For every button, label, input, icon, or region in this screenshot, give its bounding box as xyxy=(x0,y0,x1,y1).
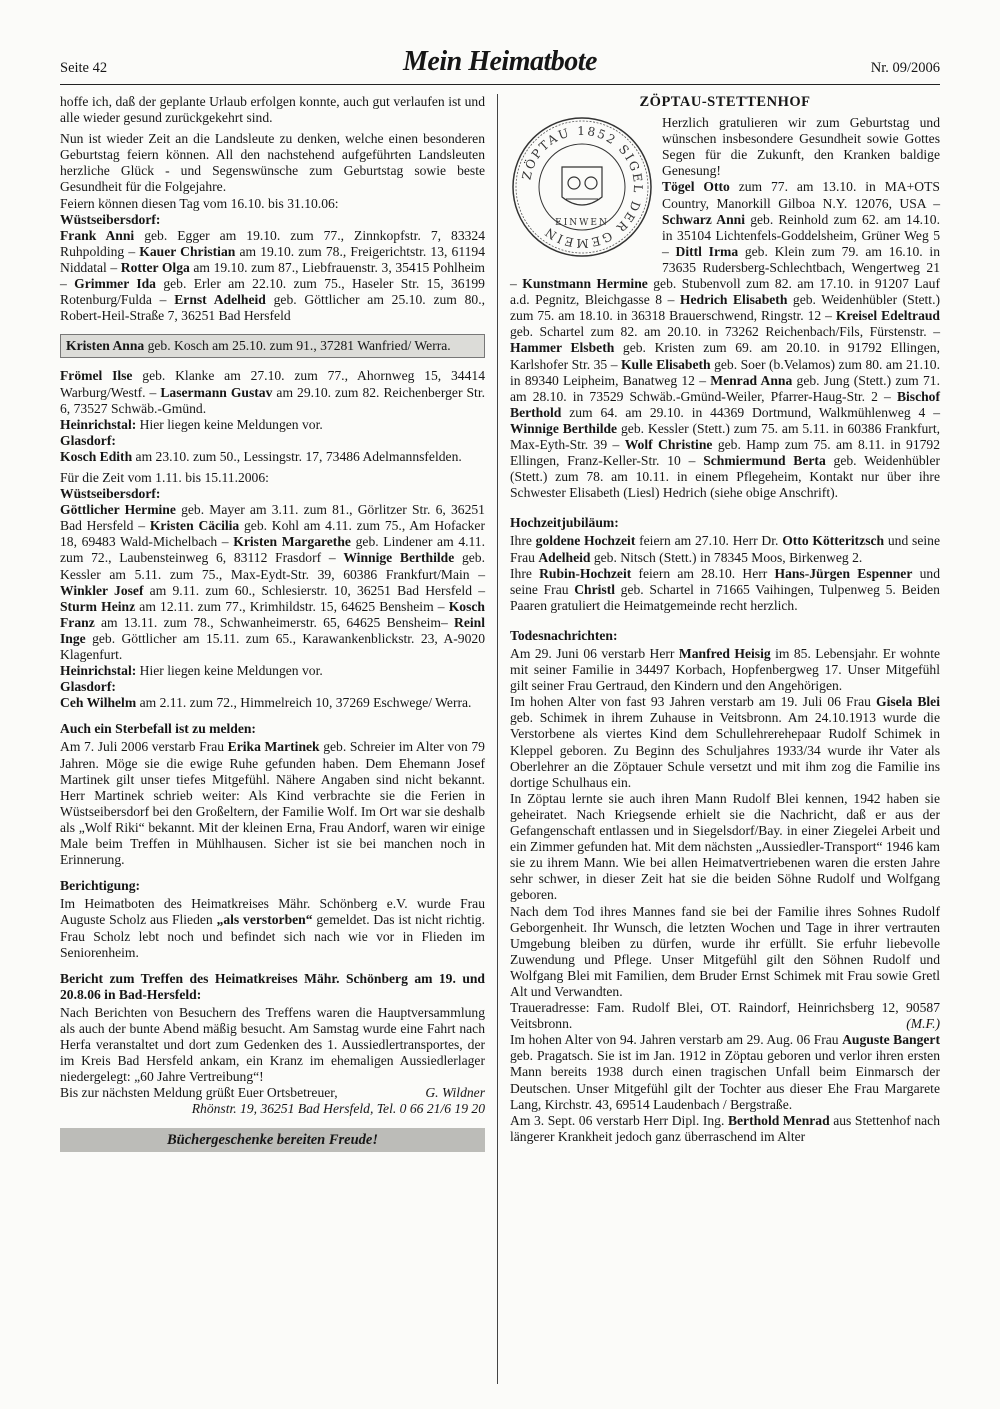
left-column xyxy=(60,94,485,1152)
hochzeit-gold: Ihre goldene Hochzeit feiern am 27.10. Herr Dr. Otto Kötteritzsch und seine Frau Adelheid geb. Nitsch (Stett.) in 78345 Moos, Birkenweg 2. xyxy=(510,533,940,565)
section-wuestseibersdorf-1: Wüstseibersdorf: xyxy=(60,211,161,227)
section-title-zoeptau: ZÖPTAU-STETTENHOF xyxy=(639,94,811,110)
heinrichstal-2: Heinrichstal: Hier liegen keine Meldungen vor. xyxy=(60,663,323,679)
header-rule xyxy=(60,84,940,85)
birthday-intro: Nun ist wieder Zeit an die Landsleute zu denken, welche einen besonderen Geburtstag feiern können. All den nachstehend aufgeführten Landsleuten herzliche Glück - und Segenswünsche zum Geburtstag sowie beste Gesundheit für die Folgejahre. xyxy=(60,131,485,195)
municipal-seal-image xyxy=(510,115,654,259)
hochzeit-rubin: Ihre Rubin-Hochzeit feiern am 28.10. Herr Hans-Jürgen Espenner und seine Frau Christl geb. Schartel in 71665 Vaihingen, Tulpenweg 5. Beiden Paaren gratuliert die Heimatgemeinde recht herzlich. xyxy=(510,565,940,613)
sterbefall-heading: Auch ein Sterbefall ist zu melden: xyxy=(60,721,256,737)
berichtigung-text: Im Heimatboten des Heimatkreises Mähr. Schönberg e.V. wurde Frau Auguste Scholz aus Flieden „als verstorben“ gemeldet. Das ist nicht richtig. Frau Scholz lebt noch und befindet sich nach wie vor in Flieden im Seniorenheim. xyxy=(60,896,485,960)
intro-paragraph: hoffe ich, daß der geplante Urlaub erfolgen konnte, auch gut verlaufen ist und alle wieder gesund zurückgekehrt sind. xyxy=(60,94,485,126)
masthead-title: Mein Heimatbote xyxy=(403,46,597,77)
wuestseibersdorf-list-1b: Frömel Ilse geb. Klanke am 27.10. zum 77., Ahornweg 15, 34414 Warburg/Westf. – Lasermann Gustav am 29.10. zum 82. Reichenberger Str. 6, 73527 Schwäb.-Gmünd. xyxy=(60,368,485,416)
sterbefall-text: Am 7. Juli 2006 verstarb Frau Erika Martinek geb. Schreier im Alter von 79 Jahren. Möge sie die ewige Ruhe gefunden haben. Dem Ehemann Josef Martinek gilt unser tiefes Mitgefühl. Nähere Angaben sind nicht bekannt. Herr Martinek schrieb weiter: Als Kind verbrachte sie die Ferien in Wüstseibersdorf bei den Großeltern, der Familie Wolf. Im Ort war sie deshalb als „Wolf Riki“ bekannt. Mit der kleinen Erna, Frau Andorf, waren wir einige Male beim Treffen in Mühlhausen. Sicher ist sie bei manchen noch in Erinnerung. xyxy=(60,739,485,868)
treffen-text: Nach Berichten von Besuchern des Treffens waren die Hauptversammlung als auch der bunte Abend mäßig besucht. Am Samstag wurde eine Fahrt nach Herfa veranstaltet und dort zum Gedenken des 1. Aussiedlertransportes, der im Kreis Bad Hersfeld ankam, ein Kranz im ehemaligen Aussiedlerlager niedergelegt: „60 Jahre Vertreibung“! xyxy=(60,1004,485,1085)
period-1: Feiern können diesen Tag vom 16.10. bis 31.10.06: xyxy=(60,195,339,211)
berichtigung-heading: Berichtigung: xyxy=(60,878,141,894)
todes-heisig: Am 29. Juni 06 verstarb Herr Manfred Heisig im 85. Lebensjahr. Er wohnte mit seiner Familie in 34497 Korbach, Hopfenbergweg 17. Unser Mitgefühl gilt seiner Frau Gertraud, den Kindern und den Angehörigen. xyxy=(510,646,940,694)
signature-name: G. Wildner xyxy=(425,1085,485,1101)
todes-blei: Im hohen Alter von fast 93 Jahren verstarb am 19. Juli 06 Frau Gisela Blei geb. Schimek in ihrem Zuhause in Veitsbronn. Am 24.10.1913 wurde die Verstorbene als viertes Kind dem Schullehrerehepaar Rudolf Schimek in Kleppel geboren. Zu Beginn des Schuljahres 1933/34 wurde ihr Vater als Oberlehrer an die Zöptauer Schule versetzt und mit ihm zog die Familie ins dortige Schulhaus ein. xyxy=(510,694,940,790)
period-2: Für die Zeit vom 1.11. bis 15.11.2006: xyxy=(60,469,269,485)
seal-ring-text: ZÖPTAU 1852 SIGEL DER GEMEIN xyxy=(519,124,646,251)
section-glasdorf-1: Glasdorf: xyxy=(60,432,116,448)
todes-heading: Todesnachrichten: xyxy=(510,627,618,643)
seal-center-text: EINWEN xyxy=(555,218,609,229)
glasdorf-entry-1: Kosch Edith am 23.10. zum 50., Lessingstr. 17, 73486 Adelmannsfelden. xyxy=(60,448,462,464)
wuestseibersdorf-list-2: Göttlicher Hermine geb. Mayer am 3.11. zum 81., Görlitzer Str. 6, 36251 Bad Hersfeld – Kristen Cäcilia geb. Kohl am 4.11. zum 75., Am Hofacker 18, 69483 Wald-Michelbach – Kristen Margarethe geb. Lindener am 4.11. zum 72., Laubensteinweg 6, 83112 Frasdorf – Winnige Berthilde geb. Kessler am 5.11. zum 75., Max-Eydt-Str. 39, 60386 Frankfurt/Main – Winkler Josef am 9.11. zum 60., Schlesierstr. 10, 36251 Bad Hersfeld – Sturm Heinz am 12.11. zum 77., Krimhildstr. 15, 64625 Bensheim – Kosch Franz am 13.11. zum 78., Schwanheimerstr. 65, 64625 Bensheim– Reinl Inge geb. Göttlicher am 15.11. zum 65., Karawankenblickstr. 23, A-9020 Klagenfurt. xyxy=(60,502,486,662)
page-number: Seite 42 xyxy=(60,60,108,76)
todes-menrad: Am 3. Sept. 06 verstarb Herr Dipl. Ing. Berthold Menrad aus Stettenhof nach längerer Krankheit jedoch ganz überraschend im Alter xyxy=(510,1112,940,1144)
column-divider xyxy=(497,94,498,1384)
section-wuestseibersdorf-2: Wüstseibersdorf: xyxy=(60,486,161,502)
wuestseibersdorf-list-1: Frank Anni geb. Egger am 19.10. zum 77., Zinnkopfstr. 7, 83324 Ruhpolding – Kauer Christian am 19.10. zum 78., Freigerichtstr. 13, 61194 Niddatal – Rotter Olga am 19.10. zum 87., Liebfrauenstr. 3, 35415 Pohlheim – Grimmer Ida geb. Erler am 22.10. zum 75., Haseler Str. 15, 36199 Rotenburg/Fulda – Ernst Adelheid geb. Göttlicher am 25.10. zum 80., Robert-Heil-Straße 7, 36251 Bad Hersfeld xyxy=(60,227,486,324)
zoeptau-birthday-list: Herzlich gratulieren wir zum Geburtstag und wünschen insbesondere Gesundheit sowie Gottes Segen für die Zukunft, den Kranken baldige Genesung! Tögel Otto zum 77. am 13.10. in MA+OTS Country, Manorkill Gilboa N.Y. 12076, USA – Schwarz Anni geb. Reinhold zum 62. am 14.10. in 35104 Lichtenfels-Goddelsheim, Grüner Weg 5 – Dittl Irma geb. Klein zum 79. am 16.10. in 73635 Rudersberg-Schlechtbach, Wengertweg 21 – Kunstmann Hermine geb. Stubenvoll zum 82. am 17.10. in 91207 Lauf a.d. Pegnitz, Bleichgasse 8 – Hedrich Elisabeth geb. Weidenhübler (Stett.) zum 75. am 18.10. in 36318 Brauerschwend, Ringstr. 12 – Kreisel Edeltraud geb. Schartel zum 82. am 20.10. in 73262 Reichenbach/Fils, Fürstenstr. – Hammer Elsbeth geb. Kristen zum 69. am 20.10. in 91792 Ellingen, Karlshofer Str. 35 – Kulle Elisabeth geb. Soer (b.Velamos) zum 80. am 21.10. in 89340 Leipheim, Banatweg 12 – Menrad Anna geb. Jung (Stett.) zum 71. am 28.10. in 73529 Schwäb.-Gmünd-Weiler, Pfarrer-Haug-Str. 2 – Bischof Berthold zum 64. am 29.10. in 44369 Dortmund, Walkmühlenweg 4 – Winnige Berthilde geb. Kessler (Stett.) zum 75. am 5.11. in 60386 Frankfurt, Max-Eyth-Str. 39 – Wolf Christine geb. Hamp zum 75. am 8.11. in 91792 Ellingen, Franz-Keller-Str. 10 – Schmiermund Berta geb. Weidenhübler (Stett.) zum 78. am 10.11. in einem Pflegeheim, Kontakt nur über ihre Schwester Elisabeth (Liesl) Hedrich (siehe obige Anschrift). xyxy=(510,115,941,501)
todes-bangert: Im hohen Alter von 94. Jahren verstarb am 29. Aug. 06 Frau Auguste Bangert geb. Pragatsch. Sie ist im Jan. 1912 in Zöptau geboren und verlor ihren ersten Mann bereits 1938 durch einen tragischen Unfall beim Einmarsch der Deutschen. Unser Mitgefühl gilt der Tochter aus dieser Ehe Frau Margarete Lang, Kirchstr. 43, 69514 Laudenbach / Bergstraße. xyxy=(510,1032,940,1112)
section-glasdorf-2: Glasdorf: xyxy=(60,679,116,695)
signature-line: Bis zur nächsten Meldung grüßt Euer Ortsbetreuer, G. Wildner xyxy=(60,1085,485,1101)
issue-number: Nr. 09/2006 xyxy=(870,60,940,76)
signature-address: Rhönstr. 19, 36251 Bad Hersfeld, Tel. 0 66 21/6 19 20 xyxy=(191,1101,485,1117)
highlight-box: Kristen Anna geb. Kosch am 25.10. zum 91., 37281 Wanfried/ Werra. xyxy=(60,334,485,358)
footer-banner: Büchergeschenke bereiten Freude! xyxy=(60,1128,485,1152)
hochzeit-heading: Hochzeitjubiläum: xyxy=(510,515,619,531)
right-column xyxy=(510,94,940,1150)
treffen-heading: Bericht zum Treffen des Heimatkreises Mähr. Schönberg am 19. und 20.8.06 in Bad-Hersfeld: xyxy=(60,970,485,1002)
page-header xyxy=(60,48,940,88)
todes-blei-3: Nach dem Tod ihres Mannes fand sie bei der Familie ihres Sohnes Rudolf Geborgenheit. Ihr Wunsch, die letzten Wochen und Tage in ihrer vertrauten Umgebung bleiben zu dürfen, wurde ihr erfüllt. Sie erfuhr liebevolle Zuwendung und Pflege. Unser Mitgefühl gilt den Söhnen Rudolf und Wolfgang Blei mit Familien, dem Bruder Ernst Schimek mit Frau sowie Gretl Alt und Verwandten. xyxy=(510,903,940,999)
todes-blei-2: In Zöptau lernte sie auch ihren Mann Rudolf Blei kennen, 1942 haben sie geheiratet. Nach Kriegsende erhielt sie die Nachricht, daß er aus der Gefangenschaft entlassen und in Siegelsdorf/Bay. in einer Ziegelei Arbeit und ein Zimmer gefunden hat. Mit dem nächsten „Aussiedler-Transport“ 1946 kam sie zu ihrem Mann. Wie bei allen Heimatvertriebenen waren die ersten Jahre sehr schwer, in dieser Zeit hat sie die beiden Söhne Rudolf und Wolfgang geboren. xyxy=(510,790,940,903)
glasdorf-entry-2: Ceh Wilhelm am 2.11. zum 72., Himmelreich 10, 37269 Eschwege/ Werra. xyxy=(60,695,472,711)
heinrichstal-1: Heinrichstal: Hier liegen keine Meldungen vor. xyxy=(60,416,323,432)
author-initials: (M.F.) xyxy=(906,1016,940,1032)
traueradresse: Traueradresse: Fam. Rudolf Blei, OT. Raindorf, Heinrichsberg 12, 90587 Veitsbronn. (M.F.) xyxy=(510,1000,940,1032)
